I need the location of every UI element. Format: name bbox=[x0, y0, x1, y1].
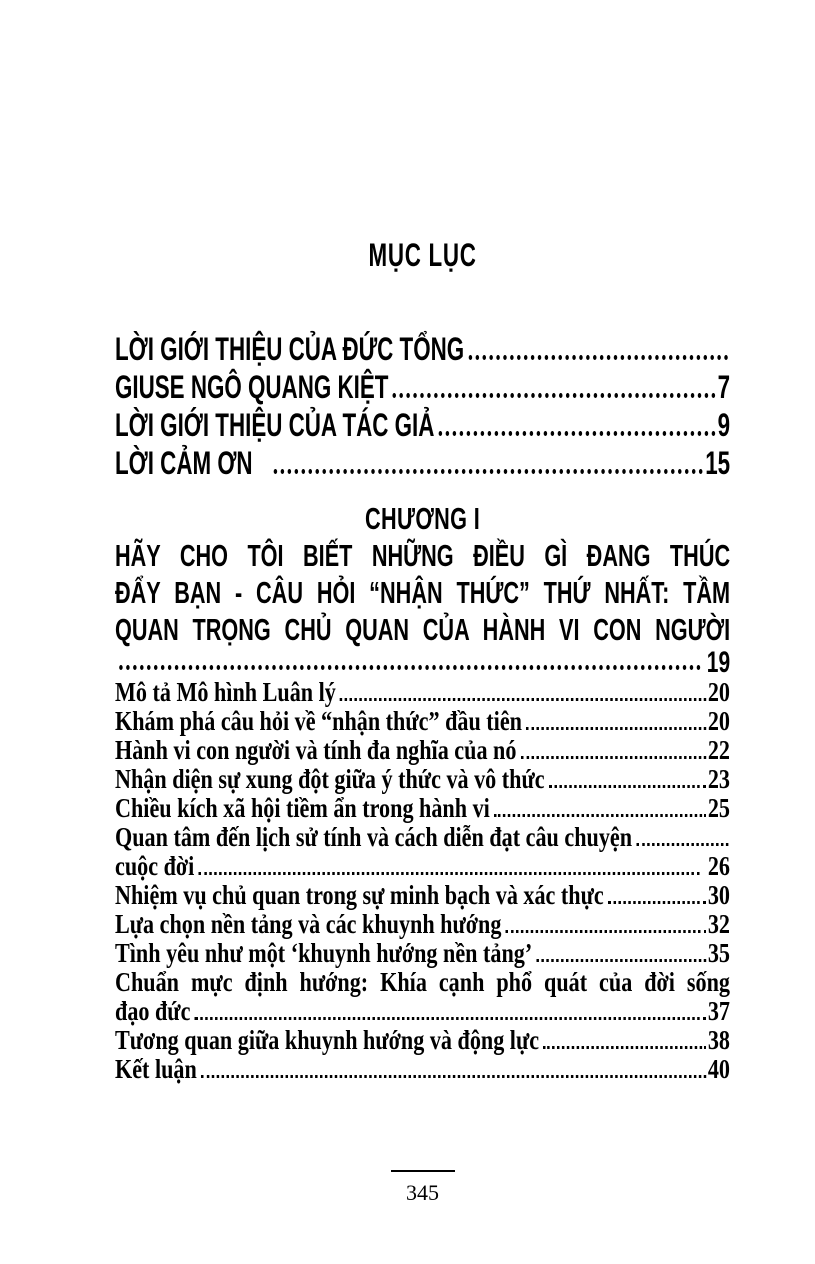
chapter-title-line: QUAN TRỌNG CHỦ QUAN CỦA HÀNH VI CON NGƯỜI bbox=[115, 612, 731, 647]
dot-leader bbox=[198, 872, 699, 875]
headings-block bbox=[115, 0, 730, 678]
dot-leader bbox=[119, 665, 700, 670]
toc-entry-title: Hành vi con người và tính đa nghĩa của nó bbox=[115, 735, 517, 765]
toc-entry-title: LỜI GIỚI THIỆU CỦA ĐỨC TỔNG bbox=[115, 331, 465, 367]
toc-entry-title: Kết luận bbox=[115, 1054, 197, 1084]
toc-entry bbox=[115, 852, 730, 881]
dot-leader bbox=[439, 431, 716, 436]
toc-entry-page: 22 bbox=[707, 735, 730, 765]
toc-entry bbox=[115, 968, 730, 997]
toc-entry-title: cuộc đời bbox=[115, 851, 195, 881]
toc-entry-title: Tương quan giữa khuynh hướng và động lực bbox=[115, 1025, 540, 1055]
toc-entry bbox=[115, 678, 730, 707]
toc-entry-title: LỜI CẢM ƠN bbox=[115, 445, 253, 481]
toc-entry-page: 35 bbox=[707, 938, 730, 968]
toc-entry-title: Lựa chọn nền tảng và các khuynh hướng bbox=[115, 909, 502, 939]
toc-entry-title: Tình yêu như một ‘khuynh hướng nền tảng’ bbox=[115, 938, 533, 968]
dot-leader bbox=[549, 785, 707, 788]
dot-leader bbox=[506, 930, 707, 933]
footer-rule bbox=[391, 1170, 455, 1172]
dot-leader bbox=[340, 698, 706, 701]
toc-entry bbox=[115, 794, 730, 823]
toc-entry-page: 30 bbox=[707, 880, 730, 910]
toc-entry-title: đạo đức bbox=[115, 996, 191, 1026]
toc-entry-page: 25 bbox=[707, 793, 730, 823]
toc-entry-page: 37 bbox=[707, 996, 730, 1026]
toc-entry bbox=[115, 1026, 730, 1055]
toc-entry-page: 32 bbox=[707, 909, 730, 939]
dot-leader bbox=[543, 1046, 706, 1049]
dot-leader bbox=[468, 355, 728, 360]
toc-entry bbox=[115, 1055, 730, 1084]
toc-entry bbox=[115, 330, 730, 368]
toc-entry bbox=[115, 997, 730, 1026]
toc-entry-page: 23 bbox=[707, 764, 730, 794]
dot-leader bbox=[521, 756, 707, 759]
dot-leader bbox=[195, 1017, 707, 1020]
toc-entry-title: Mô tả Mô hình Luân lý bbox=[115, 677, 336, 707]
chapter-page: 19 bbox=[706, 646, 731, 679]
toc-entry-title: GIUSE NGÔ QUANG KIỆT bbox=[115, 369, 389, 405]
dot-leader bbox=[526, 727, 706, 730]
page-footer bbox=[115, 1170, 730, 1205]
page-content bbox=[115, 0, 730, 1205]
page-title: MỤC LỤC bbox=[368, 237, 477, 273]
toc-entry bbox=[115, 881, 730, 910]
toc-entry bbox=[115, 765, 730, 794]
page-number: 345 bbox=[406, 1180, 439, 1205]
dot-leader bbox=[393, 393, 716, 398]
dot-leader bbox=[536, 959, 706, 962]
chapter-items-list bbox=[115, 678, 730, 1084]
toc-entry-title: Chiều kích xã hội tiềm ẩn trong hành vi bbox=[115, 793, 490, 823]
dot-leader bbox=[608, 901, 706, 904]
toc-entry-page: 26 bbox=[707, 851, 730, 881]
toc-entry bbox=[115, 823, 730, 852]
dot-leader bbox=[494, 814, 706, 817]
toc-entry bbox=[115, 368, 730, 406]
dot-leader bbox=[201, 1075, 706, 1078]
toc-entry-page: 20 bbox=[707, 677, 730, 707]
chapter-title-line: ĐẨY BẠN - CÂU HỎI “NHẬN THỨC” THỨ NHẤT: TẦM bbox=[115, 575, 731, 610]
dot-leader bbox=[636, 843, 728, 846]
toc-entry-title: LỜI GIỚI THIỆU CỦA TÁC GIẢ bbox=[115, 407, 435, 443]
toc-entry bbox=[115, 444, 730, 482]
toc-entry bbox=[115, 939, 730, 968]
front-matter-list bbox=[115, 330, 730, 482]
toc-entry-title: Quan tâm đến lịch sử tính và cách diễn đạt câu chuyện bbox=[115, 822, 633, 852]
toc-entry-page: 7 bbox=[717, 369, 731, 405]
toc-entry-title: Chuẩn mực định hướng: Khía cạnh phổ quát của đời sống bbox=[115, 967, 730, 997]
toc-entry bbox=[115, 736, 730, 765]
toc-entry-page: 15 bbox=[705, 445, 731, 481]
toc-entry-page: 40 bbox=[707, 1054, 730, 1084]
toc-entry-title: Nhiệm vụ chủ quan trong sự minh bạch và xác thực bbox=[115, 880, 604, 910]
toc-entry-title: Khám phá câu hỏi về “nhận thức” đầu tiên bbox=[115, 706, 522, 736]
chapter-title-line: HÃY CHO TÔI BIẾT NHỮNG ĐIỀU GÌ ĐANG THÚC bbox=[115, 538, 731, 573]
toc-entry-title: Nhận diện sự xung đột giữa ý thức và vô thức bbox=[115, 764, 545, 794]
dot-leader bbox=[274, 469, 704, 474]
toc-entry-page: 9 bbox=[717, 407, 731, 443]
toc-entry-page: 20 bbox=[707, 706, 730, 736]
toc-entry bbox=[115, 910, 730, 939]
chapter-title bbox=[115, 537, 730, 648]
toc-entry bbox=[115, 406, 730, 444]
toc-entry bbox=[115, 707, 730, 736]
toc-entry-page: 38 bbox=[707, 1025, 730, 1055]
chapter-page-row bbox=[115, 648, 730, 678]
chapter-heading: CHƯƠNG I bbox=[365, 501, 481, 536]
